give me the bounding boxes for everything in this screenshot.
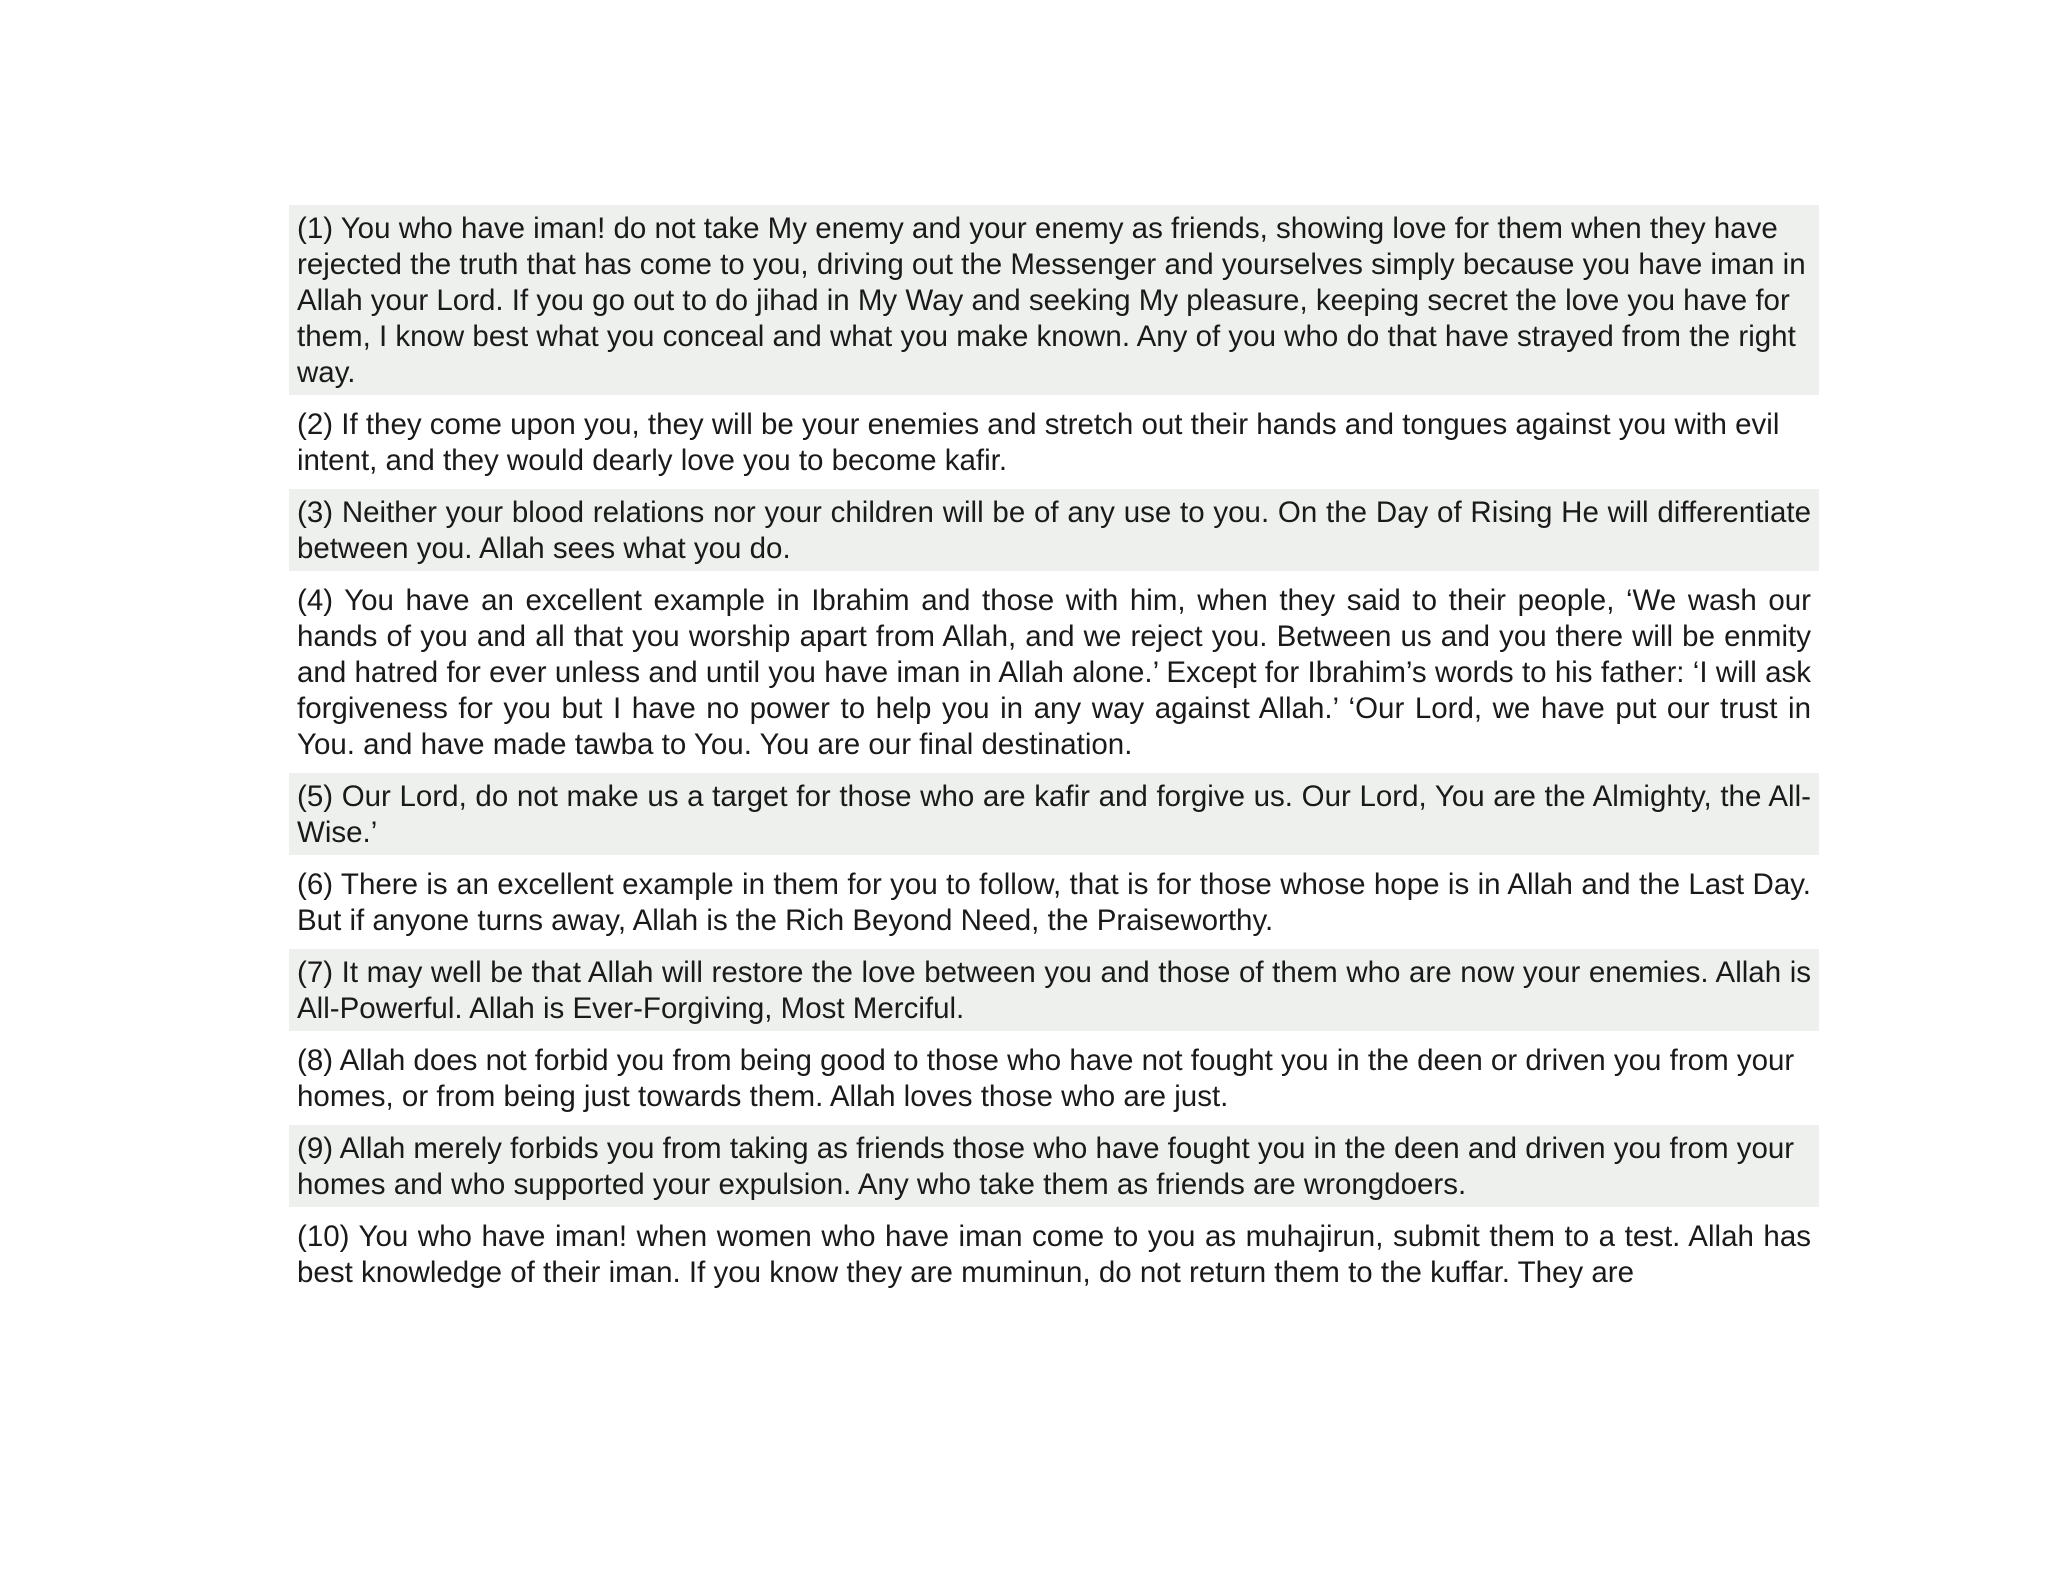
verse-6: (6) There is an excellent example in them for you to follow, that is for those whose hope is in Allah and the Last Day. But if anyone turns away, Allah is the Rich Beyond Need, the Praiseworthy.	[289, 861, 1819, 943]
verse-7: (7) It may well be that Allah will restore the love between you and those of them who are now your enemies. Allah is All-Powerful. Allah is Ever-Forgiving, Most Merciful.	[289, 949, 1819, 1031]
verse-9: (9) Allah merely forbids you from taking as friends those who have fought you in the deen and driven you from your homes and who supported your expulsion. Any who take them as friends are wrongdoers.	[289, 1125, 1819, 1207]
verse-10: (10) You who have iman! when women who have iman come to you as muhajirun, submit them to a test. Allah has best knowledge of their iman. If you know they are muminun, do not return them to the kuffar. They are	[289, 1213, 1819, 1293]
verse-2: (2) If they come upon you, they will be your enemies and stretch out their hands and tongues against you with evil intent, and they would dearly love you to become kafir.	[289, 401, 1819, 483]
verse-3: (3) Neither your blood relations nor your children will be of any use to you. On the Day of Rising He will differentiate between you. Allah sees what you do.	[289, 489, 1819, 571]
verse-1: (1) You who have iman! do not take My enemy and your enemy as friends, showing love for them when they have rejected the truth that has come to you, driving out the Messenger and yourselves simply because you have iman in Allah your Lord. If you go out to do jihad in My Way and seeking My pleasure, keeping secret the love you have for them, I know best what you conceal and what you make known. Any of you who do that have strayed from the right way.	[289, 205, 1819, 395]
verse-8: (8) Allah does not forbid you from being good to those who have not fought you in the deen or driven you from your homes, or from being just towards them. Allah loves those who are just.	[289, 1037, 1819, 1119]
verse-4: (4) You have an excellent example in Ibrahim and those with him, when they said to their people, ‘We wash our hands of you and all that you worship apart from Allah, and we reject you. Between us and you there will be enmity and hatred for ever unless and until you have iman in Allah alone.’ Except for Ibrahim’s words to his father: ‘I will ask forgiveness for you but I have no power to help you in any way against Allah.’ ‘Our Lord, we have put our trust in You. and have made tawba to You. You are our final destination.	[289, 577, 1819, 767]
verse-list	[289, 205, 1819, 1368]
verse-5: (5) Our Lord, do not make us a target for those who are kafir and forgive us. Our Lord, You are the Almighty, the All-Wise.’	[289, 773, 1819, 855]
